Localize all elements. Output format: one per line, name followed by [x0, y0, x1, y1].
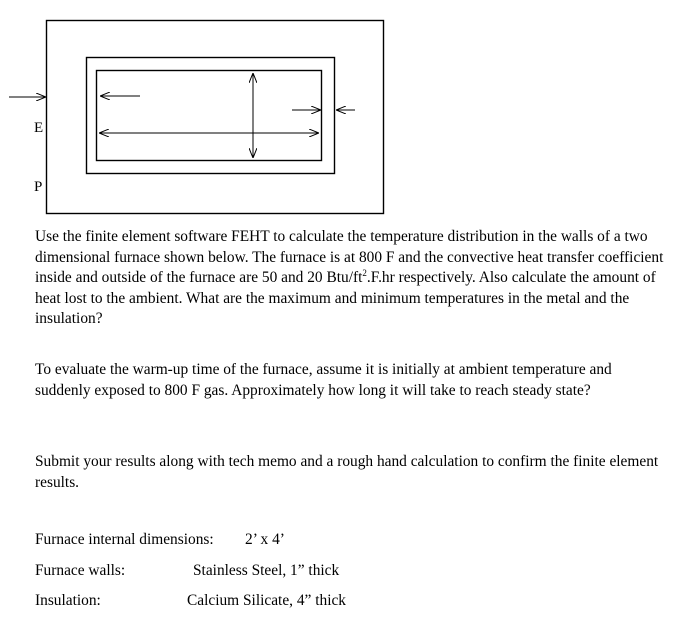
- problem-paragraph-2: To evaluate the warm-up time of the furnace, assume it is initially at ambient temperature and suddenly exposed to 800 F gas. Approximately how long it will take to reach steady state?: [35, 361, 612, 399]
- spec-walls-value: Stainless Steel, 1” thick: [193, 562, 340, 579]
- figure-label-e: E: [34, 120, 44, 136]
- furnace-diagram: [0, 0, 700, 225]
- figure-label-p: P: [34, 179, 43, 195]
- metal-wall-outer: [87, 58, 335, 174]
- spec-dimensions-value: 2’ x 4’: [245, 531, 285, 548]
- problem-paragraph-3: Submit your results along with tech memo and a rough hand calculation to confirm the finite element results.: [35, 453, 659, 491]
- spec-insulation-value: Calcium Silicate, 4” thick: [187, 592, 346, 609]
- furnace-cavity: [97, 71, 322, 161]
- spec-dimensions-label: Furnace internal dimensions:: [35, 531, 214, 548]
- spec-insulation-label: Insulation:: [35, 592, 101, 609]
- problem-paragraph-1: Use the finite element software FEHT to calculate the temperature distribution in the walls of a two dimensional furnace shown below. The furnace is at 800 F and the convective heat transfer coefficient inside and outside of the furnace are 50 and 20 Btu/$ft^2.F.hr$ respectively. Also calculate the amount of heat lost to the ambient. What are the maximum and minimum temperatures in the metal and the insulation?: [35, 228, 664, 327]
- spec-walls-label: Furnace walls:: [35, 562, 126, 579]
